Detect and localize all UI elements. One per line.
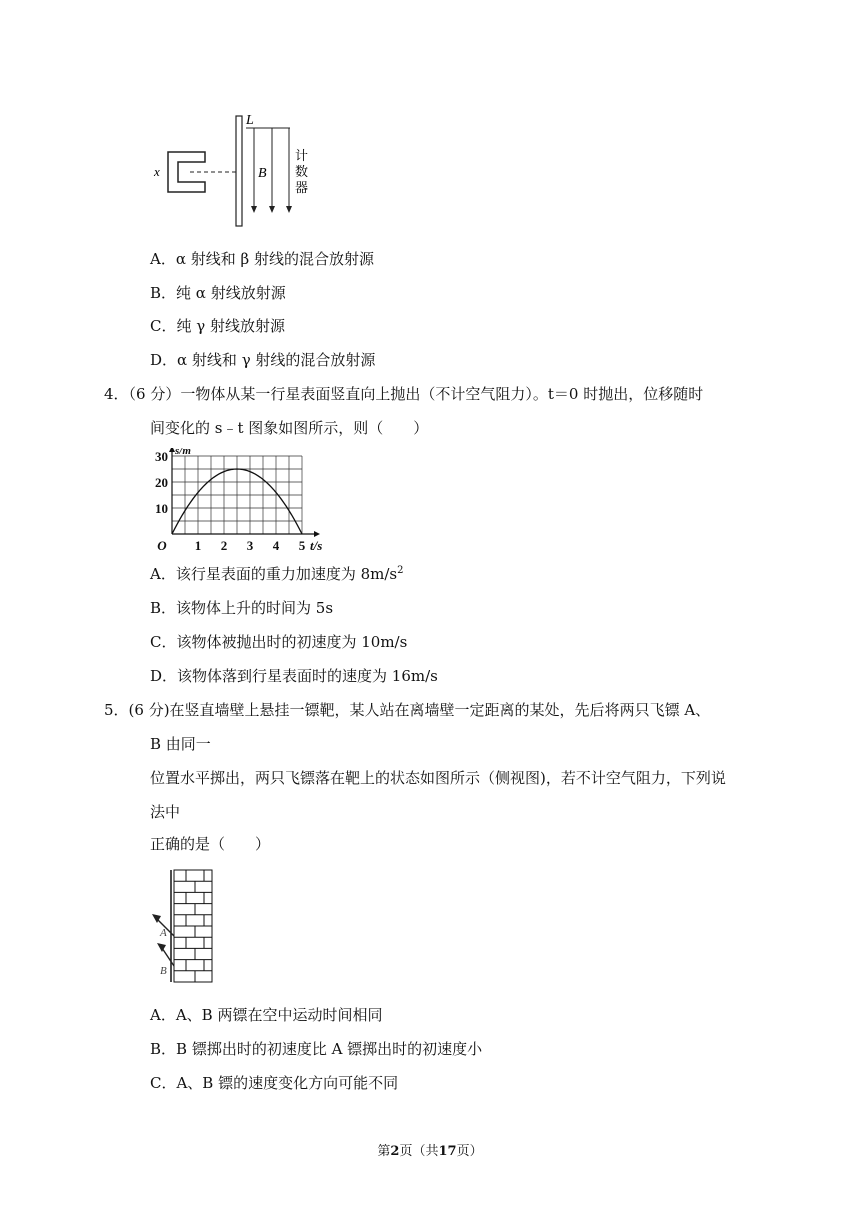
y-tick-label: 20 bbox=[155, 475, 168, 490]
page-footer: 第2页（共17页） bbox=[377, 1144, 483, 1159]
dart-b-label: B bbox=[160, 965, 167, 977]
q5-stem-line2: B 由同一 bbox=[150, 735, 211, 753]
origin-label: O bbox=[157, 538, 167, 553]
q5-option-b: B．B 镖掷出时的初速度比 A 镖掷出时的初速度小 bbox=[150, 1040, 483, 1058]
q4-option-d: D．该物体落到行星表面时的速度为 16m/s bbox=[150, 667, 438, 685]
q4-option-a bbox=[150, 563, 404, 584]
q5-stem-line3: 位置水平掷出，两只飞镖落在靶上的状态如图所示（侧视图)，若不计空气阻力，下列说 bbox=[150, 769, 726, 787]
dart-a-label: A bbox=[160, 927, 167, 939]
dart-wall-figure bbox=[148, 866, 218, 986]
q5-option-c: C．A、B 镖的速度变化方向可能不同 bbox=[150, 1074, 399, 1092]
source-label: x bbox=[154, 164, 160, 179]
x-tick-label: 2 bbox=[220, 538, 228, 553]
q4-stem-line2: 间变化的 s﹣t 图象如图所示，则（ ） bbox=[150, 419, 429, 437]
page-number: 2 bbox=[390, 1144, 400, 1159]
q5-option-a: A．A、B 两镖在空中运动时间相同 bbox=[150, 1006, 383, 1024]
x-tick-label: 1 bbox=[194, 538, 202, 553]
radiation-figure bbox=[148, 110, 318, 235]
q4-option-a-superscript: 2 bbox=[397, 565, 404, 576]
q5-stem-line4: 法中 bbox=[150, 803, 181, 821]
q5-stem-line1: 5．(6 分)在竖直墙壁上悬挂一镖靶，某人站在离墙壁一定距离的某处，先后将两只飞镖 A、 bbox=[104, 701, 711, 719]
total-pages: 17 bbox=[438, 1144, 457, 1159]
q4-option-c: C．该物体被抛出时的初速度为 10m/s bbox=[150, 633, 408, 651]
q3-option-c: C．纯 γ 射线放射源 bbox=[150, 317, 285, 335]
y-axis-label: s/m bbox=[175, 448, 191, 457]
y-tick-label: 10 bbox=[155, 501, 168, 516]
x-tick-label: 3 bbox=[246, 538, 254, 553]
x-axis-label: t/s bbox=[310, 538, 323, 553]
q3-option-d: D．α 射线和 γ 射线的混合放射源 bbox=[150, 351, 376, 369]
dart-b bbox=[162, 948, 174, 966]
counter-label-1: 计 bbox=[295, 148, 309, 163]
q3-option-a: A．α 射线和 β 射线的混合放射源 bbox=[150, 250, 374, 268]
x-axis-arrow bbox=[314, 531, 320, 537]
x-tick-label: 5 bbox=[298, 538, 306, 553]
q4-option-b: B．该物体上升的时间为 5s bbox=[150, 599, 334, 617]
plate bbox=[236, 116, 242, 226]
q4-option-a-text: A．该行星表面的重力加速度为 8m/s bbox=[150, 565, 398, 583]
x-tick-label: 4 bbox=[272, 538, 280, 553]
field-label: B bbox=[258, 166, 267, 181]
brick-wall bbox=[171, 870, 212, 982]
q5-stem-line5: 正确的是（ ） bbox=[150, 835, 271, 853]
y-tick-label: 30 bbox=[155, 449, 168, 464]
plate-label: L bbox=[246, 113, 254, 128]
s-t-chart bbox=[148, 448, 328, 556]
counter-label-2: 数 bbox=[295, 164, 309, 179]
q4-stem-line1: 4．（6 分）一物体从某一行星表面竖直向上抛出（不计空气阻力）。t＝0 时抛出，位移随时 bbox=[104, 385, 704, 403]
q3-option-b: B．纯 α 射线放射源 bbox=[150, 284, 286, 302]
counter-label-3: 器 bbox=[295, 180, 309, 195]
